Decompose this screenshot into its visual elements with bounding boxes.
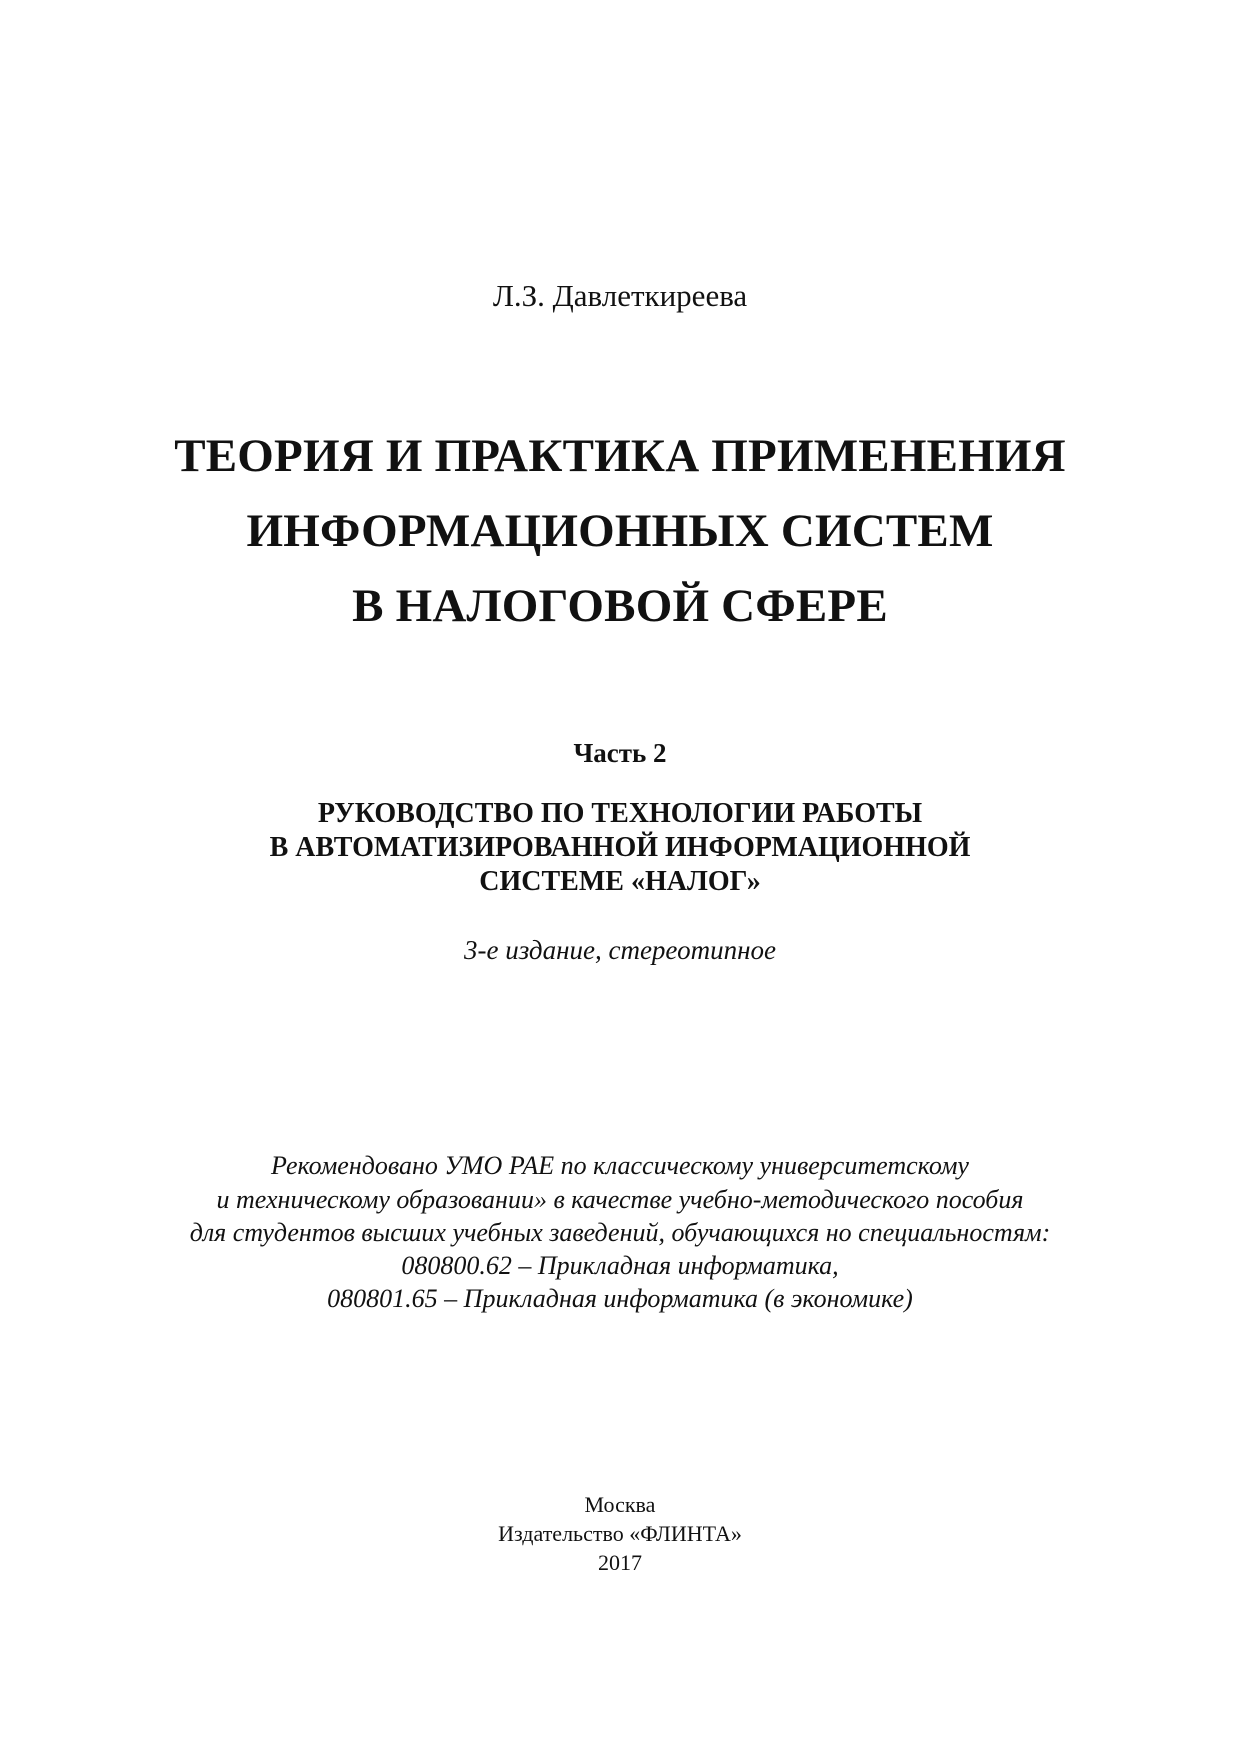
part-label: Часть 2 bbox=[573, 738, 667, 768]
recommendation-line: для студентов высших учебных заведений, обучающихся но специальностям: bbox=[189, 1218, 1051, 1247]
book-title-line: ИНФОРМАЦИОННЫХ СИСТЕМ bbox=[246, 505, 994, 557]
author-name: Л.З. Давлеткиреева bbox=[492, 278, 748, 313]
imprint-publisher: Издательство «ФЛИНТА» bbox=[498, 1521, 742, 1546]
imprint-city: Москва bbox=[584, 1492, 656, 1517]
recommendation-line: 080801.65 – Прикладная информатика (в экономике) bbox=[327, 1284, 913, 1313]
recommendation-line: Рекомендовано УМО РАЕ по классическому университетскому bbox=[271, 1151, 969, 1180]
recommendation-line: 080800.62 – Прикладная информатика, bbox=[401, 1251, 839, 1280]
book-subtitle-line: РУКОВОДСТВО ПО ТЕХНОЛОГИИ РАБОТЫ bbox=[317, 798, 923, 829]
recommendation-line: и техническому образовании» в качестве учебно-методического пособия bbox=[216, 1185, 1024, 1214]
book-title-line: В НАЛОГОВОЙ СФЕРЕ bbox=[352, 580, 888, 632]
book-subtitle-line: СИСТЕМЕ «НАЛОГ» bbox=[479, 866, 761, 897]
book-title-line: ТЕОРИЯ И ПРАКТИКА ПРИМЕНЕНИЯ bbox=[174, 430, 1066, 482]
imprint-year: 2017 bbox=[598, 1550, 642, 1575]
book-subtitle-line: В АВТОМАТИЗИРОВАННОЙ ИНФОРМАЦИОННОЙ bbox=[269, 832, 971, 863]
edition-note: 3-е издание, стереотипное bbox=[464, 935, 776, 965]
